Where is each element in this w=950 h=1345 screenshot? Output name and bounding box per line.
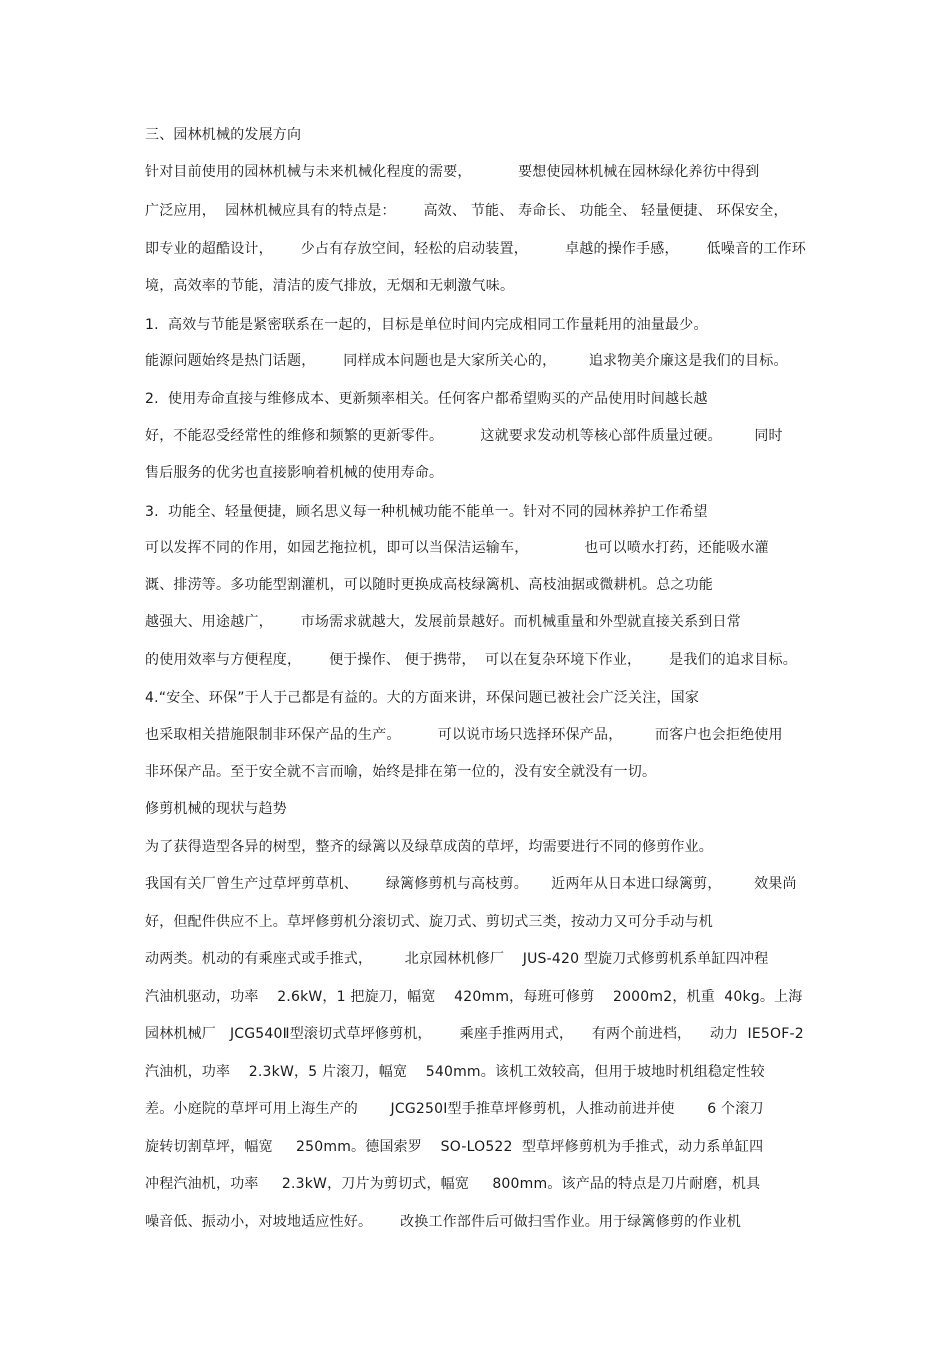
- text-line: 3. 功能全、轻量便捷，顾名思义每一种机械功能不能单一。针对不同的园林养护工作希望: [145, 504, 708, 520]
- text-line: 4.“安全、环保”于人于己都是有益的。大的方面来讲，环保问题已被社会广泛关注，国家: [145, 690, 700, 706]
- text-line: 旋转切割草坪，幅宽 250mm。德国索罗 SO-LO522 型草坪修剪机为手推式，动力系单缸四: [145, 1139, 764, 1155]
- text-line: 售后服务的优劣也直接影响着机械的使用寿命。: [145, 465, 444, 481]
- text-line: 能源问题始终是热门话题， 同样成本问题也是大家所关心的， 追求物美介廉这是我们的目标。: [145, 353, 788, 369]
- text-line: 非环保产品。至于安全就不言而喻，始终是排在第一位的，没有安全就没有一切。: [145, 764, 657, 780]
- text-line: 汽油机驱动，功率 2.6kW，1 把旋刀，幅宽 420mm，每班可修剪 2000m2，机重 40kg。上海: [145, 989, 803, 1005]
- text-line: 可以发挥不同的作用，如园艺拖拉机，即可以当保洁运输车， 也可以喷水打药，还能吸水灌: [145, 540, 769, 556]
- text-line: 越强大、用途越广， 市场需求就越大，发展前景越好。而机械重量和外型就直接关系到日常: [145, 614, 741, 630]
- text-line: 园林机械厂 JCG540Ⅱ型滚切式草坪修剪机， 乘座手推两用式， 有两个前进档， 动力 IE5OF-2: [145, 1026, 804, 1042]
- text-line: 噪音低、振动小，对坡地适应性好。 改换工作部件后可做扫雪作业。用于绿篱修剪的作业机: [145, 1214, 741, 1230]
- text-line: 针对目前使用的园林机械与未来机械化程度的需要， 要想使园林机械在园林绿化养彷中得到: [145, 164, 760, 180]
- text-line: 即专业的超酷设计， 少占有存放空间，轻松的启动装置， 卓越的操作手感， 低噪音的工作环: [145, 241, 807, 257]
- text-line: 溉、排涝等。多功能型割灌机，可以随时更换成高枝绿篱机、高枝油据或微耕机。总之功能: [145, 577, 713, 593]
- text-line: 好，不能忍受经常性的维修和频繁的更新零件。 这就要求发动机等核心部件质量过硬。 同时: [145, 428, 783, 444]
- text-line: 为了获得造型各异的树型，整齐的绿篱以及绿草成茵的草坪，均需要进行不同的修剪作业。: [145, 839, 713, 855]
- text-line: 境，高效率的节能，清洁的废气排放，无烟和无刺激气味。: [145, 278, 515, 294]
- text-line: 的使用效率与方便程度， 便于操作、 便于携带， 可以在复杂环境下作业， 是我们的追求目标。: [145, 652, 797, 668]
- text-line: 好，但配件供应不上。草坪修剪机分滚切式、旋刀式、剪切式三类，按动力又可分手动与机: [145, 914, 713, 930]
- text-line: 广泛应用， 园林机械应具有的特点是： 高效、 节能、 寿命长、 功能全、 轻量便捷、 环保安全，: [145, 203, 788, 219]
- text-line: 汽油机，功率 2.3kW，5 片滚刀，幅宽 540mm。该机工效较高，但用于坡地时机组稳定性较: [145, 1064, 765, 1080]
- section-heading: 三、园林机械的发展方向: [145, 127, 302, 143]
- text-line: 动两类。机动的有乘座式或手推式， 北京园林机修厂 JUS-420 型旋刀式修剪机系单缸四冲程: [145, 951, 769, 967]
- text-line: 也采取相关措施限制非环保产品的生产。 可以说市场只选择环保产品， 而客户也会拒绝使用: [145, 727, 783, 743]
- text-line: 我国有关厂曾生产过草坪剪草机、 绿篱修剪机与高枝剪。 近两年从日本进口绿篱剪， 效果尚: [145, 876, 797, 892]
- text-line: 2. 使用寿命直接与维修成本、更新频率相关。任何客户都希望购买的产品使用时间越长越: [145, 391, 708, 407]
- text-line: 冲程汽油机，功率 2.3kW，刀片为剪切式，幅宽 800mm。该产品的特点是刀片耐磨，机具: [145, 1176, 761, 1192]
- text-line: 差。小庭院的草坪可用上海生产的 JCG250Ⅰ型手推草坪修剪机，人推动前进并使 6 个滚刀: [145, 1101, 764, 1117]
- section-heading: 修剪机械的现状与趋势: [145, 801, 287, 817]
- text-line: 1. 高效与节能是紧密联系在一起的，目标是单位时间内完成相同工作量耗用的油量最少。: [145, 317, 708, 333]
